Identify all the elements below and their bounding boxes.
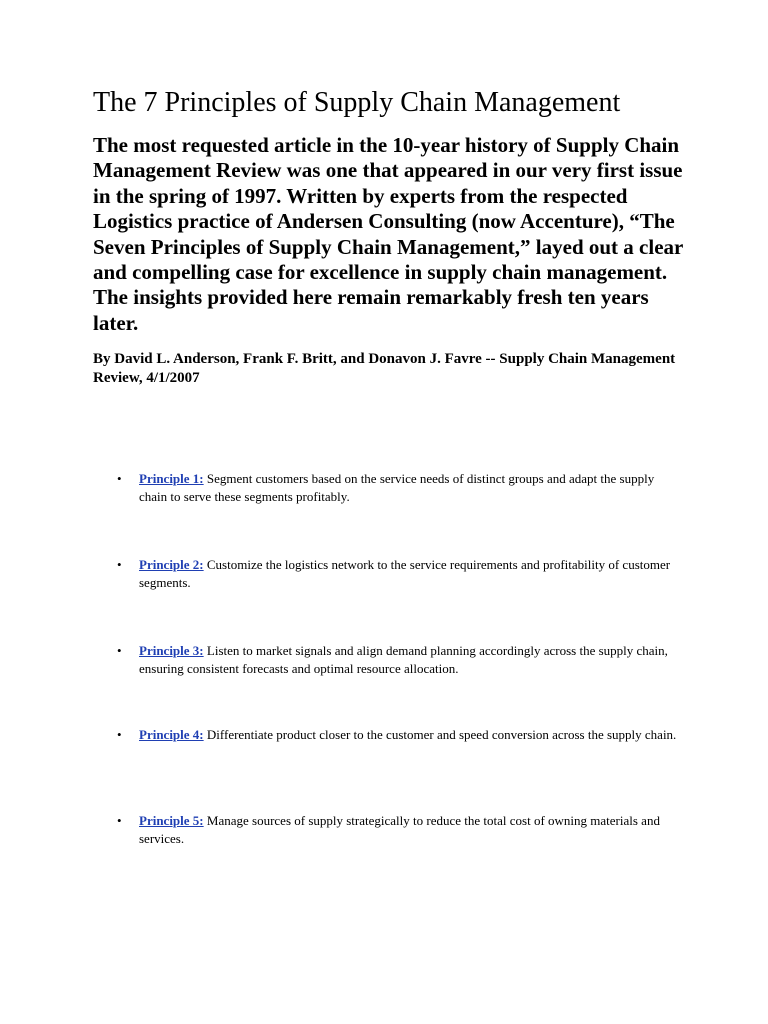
principle-link[interactable]: Principle 4: [139,727,204,742]
principle-link[interactable]: Principle 1: [139,471,204,486]
principle-body [139,470,679,506]
principle-link[interactable]: Principle 2: [139,557,204,572]
principle-link[interactable]: Principle 5: [139,813,204,828]
bullet-icon: • [117,471,122,486]
document-page [93,86,683,388]
bullet-icon: • [117,727,122,742]
principles-list [93,470,693,850]
principle-link[interactable]: Principle 3: [139,643,204,658]
article-byline: By David L. Anderson, Frank F. Britt, and Donavon J. Favre -- Supply Chain Management Review, 4/1/2007 [93,351,676,387]
principle-text: Customize the logistics network to the service requirements and profitability of customer segments. [139,557,671,590]
article-lead: The most requested article in the 10-year history of Supply Chain Management Review was one that appeared in our very first issue in the spring of 1997. Written by experts from the respected Logistics practice of Andersen Consulting (now Accenture), “The Seven Principles of Supply Chain Management,” layed out a clear and compelling case for excellence in supply chain management. The insights provided here remain remarkably fresh ten years later. [93,133,683,335]
principle-text: Manage sources of supply strategically to reduce the total cost of owning materials and services. [139,813,660,846]
article-title: The 7 Principles of Supply Chain Management [93,87,621,118]
principle-body [139,556,679,592]
principle-body [139,726,679,744]
principle-text: Segment customers based on the service needs of distinct groups and adapt the supply chain to serve these segments profitably. [139,471,655,504]
bullet-icon: • [117,813,122,828]
bullet-icon: • [117,557,122,572]
principle-body [139,642,679,678]
principle-text: Listen to market signals and align demand planning accordingly across the supply chain, ensuring consistent forecasts and optimal resource allocation. [139,643,668,676]
principle-body [139,812,679,848]
bullet-icon: • [117,643,122,658]
principle-text: Differentiate product closer to the customer and speed conversion across the supply chain. [206,727,677,742]
